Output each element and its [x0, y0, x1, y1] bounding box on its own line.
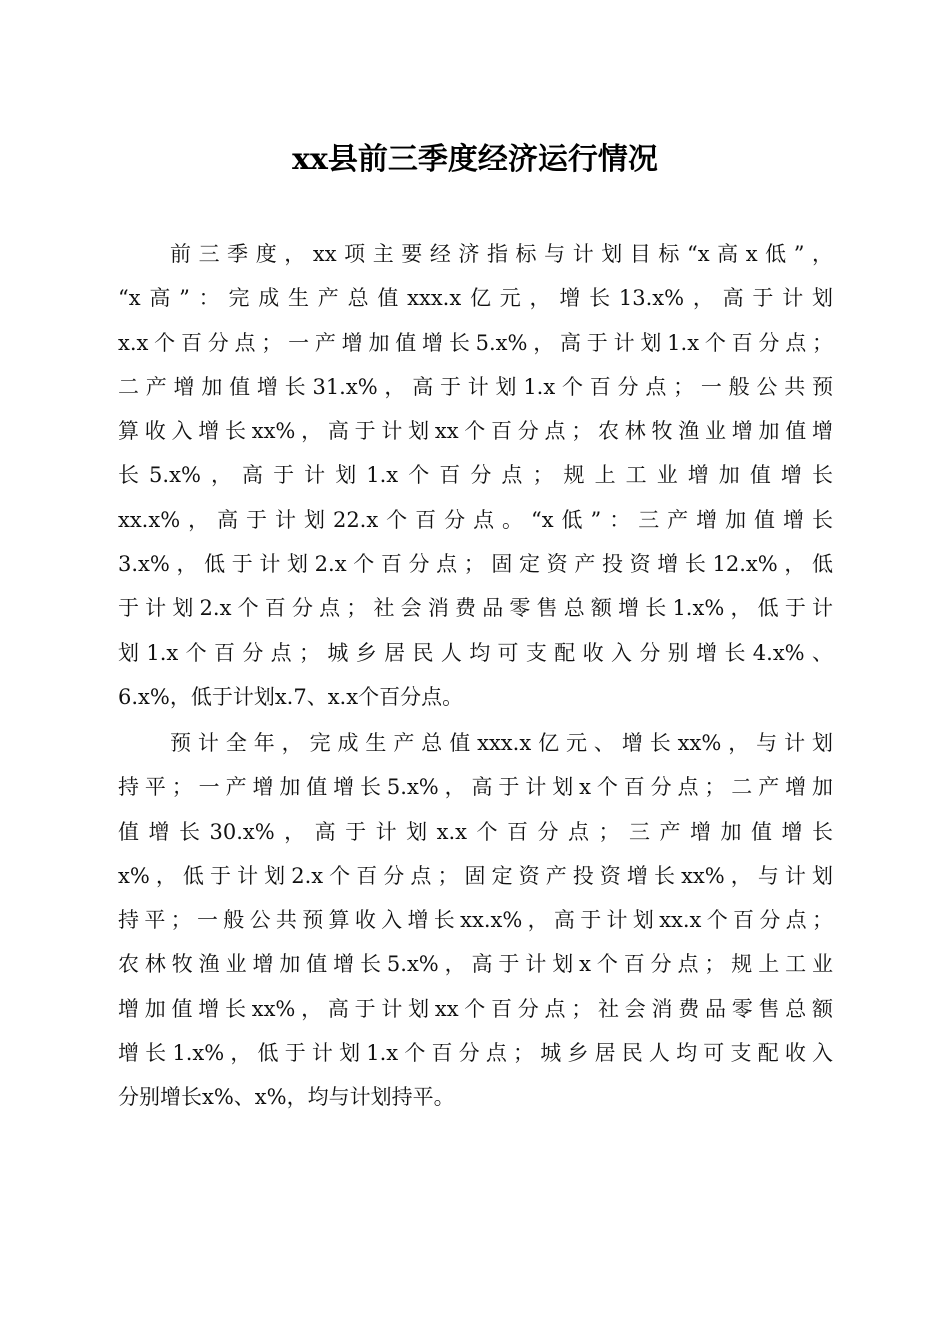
- paragraph-line: 预计全年，完成生产总值xxx.x亿元、增长xx%，与计划: [170, 731, 833, 755]
- document-title: xx县前三季度经济运行情况: [292, 142, 658, 177]
- paragraph-line: 值增长30.x%，高于计划x.x个百分点；三产增加值增长: [118, 819, 833, 844]
- paragraph-line: 3.x%，低于计划2.x个百分点；固定资产投资增长12.x%，低: [118, 552, 833, 577]
- paragraph-line: 长5.x%，高于计划1.x个百分点；规上工业增加值增长: [118, 463, 833, 488]
- paragraph-line: x.x个百分点；一产增加值增长5.x%，高于计划1.x个百分点；: [118, 330, 833, 355]
- paragraph-line: 二产增加值增长31.x%，高于计划1.x个百分点；一般公共预: [118, 374, 833, 399]
- paragraph-line: 前三季度，xx项主要经济指标与计划目标“x高x低”，: [170, 242, 833, 266]
- paragraph-line: 持平；一产增加值增长5.x%，高于计划x个百分点；二产增加: [118, 775, 833, 800]
- paragraph-line: 增加值增长xx%，高于计划xx个百分点；社会消费品零售总额: [118, 996, 833, 1021]
- paragraph-line: x%，低于计划2.x个百分点；固定资产投资增长xx%，与计划: [118, 863, 833, 888]
- paragraph-line: xx.x%，高于计划22.x个百分点。“x低”：三产增加值增长: [118, 507, 833, 532]
- paragraph-line: 分别增长x%、x%，均与计划持平。: [118, 1085, 455, 1110]
- paragraph-first-three-quarters: [118, 232, 833, 719]
- paragraph-line: 农林牧渔业增加值增长5.x%，高于计划x个百分点；规上工业: [118, 952, 833, 977]
- paragraph-line: 6.x%，低于计划x.7、x.x个百分点。: [118, 684, 464, 709]
- paragraph-full-year-forecast: [118, 721, 833, 1120]
- paragraph-line: “x高”：完成生产总值xxx.x亿元，增长13.x%，高于计划: [118, 286, 833, 311]
- paragraph-line: 增长1.x%，低于计划1.x个百分点；城乡居民人均可支配收入: [118, 1041, 833, 1066]
- paragraph-line: 划1.x个百分点；城乡居民人均可支配收入分别增长4.x%、: [118, 640, 833, 665]
- paragraph-line: 持平；一般公共预算收入增长xx.x%，高于计划xx.x个百分点；: [118, 908, 833, 933]
- paragraph-line: 算收入增长xx%，高于计划xx个百分点；农林牧渔业增加值增: [118, 419, 833, 444]
- paragraph-line: 于计划2.x个百分点；社会消费品零售总额增长1.x%，低于计: [118, 596, 833, 621]
